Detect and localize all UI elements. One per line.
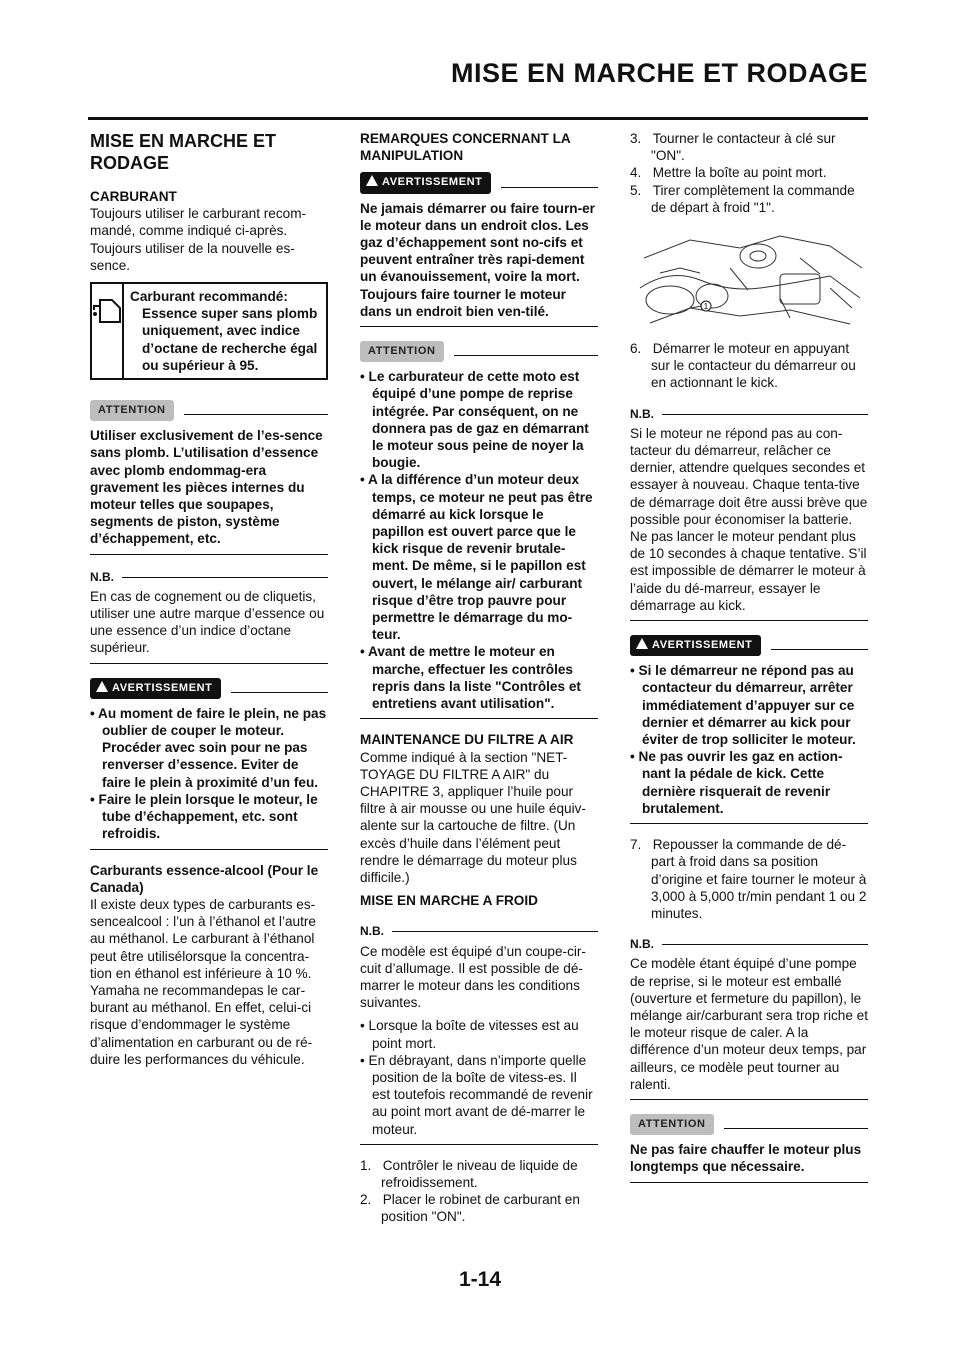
column-1 [90, 130, 328, 1074]
section-title: MISE EN MARCHE ET RODAGE [90, 131, 277, 173]
column-3 [630, 130, 868, 1195]
attention-badge: ATTENTION [90, 400, 174, 421]
column-2 [360, 130, 598, 1232]
page-header-title: MISE EN MARCHE ET RODAGE [450, 58, 868, 88]
attention-badge: ATTENTION [630, 1114, 714, 1135]
list-item: • Lorsque la boîte de vitesses est au point mort. [360, 1018, 579, 1051]
fuel-spec-value: Essence super sans plomb uniquement, avec indice d’octane de recherche égal ou supérieur à 95. [142, 306, 318, 373]
nb-header: N.B. [360, 923, 598, 940]
header-rule [88, 117, 868, 120]
attention-banner [90, 400, 328, 421]
list-item: 7. Repousser la commande de dé-part à froid dans sa position d’origine et faire tourner le moteur à 3,000 à 5,000 tr/min pendant 1 ou 2 minutes. [630, 837, 867, 921]
warning-triangle-icon [96, 681, 108, 692]
attention-banner [630, 1114, 868, 1135]
remarques-heading: REMARQUES CONCERNANT LA MANIPULATION [360, 131, 571, 164]
nb-text-1: En cas de cognement ou de cliquetis, utiliser une autre marque d’essence ou une essence d’un indice d’octane supérieur. [90, 588, 325, 656]
warning-triangle-icon [636, 638, 648, 649]
list-item: 5. Tirer complètement la commande de départ à froid "1". [630, 182, 855, 215]
warning-badge: AVERTISSEMENT [360, 172, 491, 193]
page-number: 1-14 [458, 1268, 502, 1291]
list-item: • Avant de mettre le moteur en marche, effectuer les contrôles repris dans la liste "Contrôles et entretiens avant utilisation". [360, 644, 581, 712]
fuel-spec-box [90, 282, 328, 380]
list-item: • Le carburateur de cette moto est équipé d’une pompe de reprise intégrée. Par conséquent, on ne donnera pas de gaz en démarrant le moteur sous peine de noyer la bougie. [360, 369, 589, 471]
nb-header: N.B. [630, 936, 868, 953]
steps-list-a [360, 1157, 598, 1226]
nb-header: N.B. [90, 569, 328, 586]
warning-list-3 [630, 662, 868, 817]
filtre-text: Comme indiqué à la section "NET-TOYAGE DU FILTRE A AIR" du CHAPITRE 3, appliquer l’huile pour filtre à air mousse ou une huile équiv-alente sur la cartouche de filtre. (Un excès d’huile dans l’élément peut rendre le démarrage du moteur plus difficile.) [360, 749, 586, 885]
warning-banner [90, 678, 328, 699]
carburant-text: Toujours utiliser le carburant recom-mandé, comme indiqué ci-après. Toujours utiliser de la nouvelle es-sence. [90, 206, 307, 273]
warning-triangle-icon [366, 175, 378, 186]
list-item: 1. Contrôler le niveau de liquide de refroidissement. [360, 1157, 578, 1190]
alcool-text: Il existe deux types de carburants es-sencealcool : l’un à l’éthanol et l’autre au méthanol. Le carburant à l’éthanol peut être utilisélorsque la concentra-tion en éthanol est inférieure à 10 %. Yamaha ne recommandepas le car-burant au méthanol. En effet, celui-ci risque d’endommager le système d’alimentation en carburant ou de ré-duire les performances du véhicule. [90, 896, 316, 1067]
alcool-heading: Carburants essence-alcool (Pour le Canada) [90, 862, 319, 895]
list-item: • En débrayant, dans n’importe quelle position de la boîte de vitess-es. Il est toutefois recommandé de revenir au point mort avant de dé-marrer le moteur. [360, 1052, 593, 1137]
list-item: • A la différence d’un moteur deux temps, ce moteur ne peut pas être démarré au kick lorsque le papillon est ouvert parce que le kick risque de revenir brutale-ment. De même, si le papillon est ouvert, le mélange air/ carburant risque d’être trop pauvre pour permettre le démarrage du mo-teur. [360, 472, 593, 643]
carburant-heading: CARBURANT [90, 189, 177, 204]
list-item: • Faire le plein lorsque le moteur, le tube d’échappement, etc. sont refroidis. [90, 791, 318, 842]
fuel-pump-icon [92, 284, 124, 378]
nb-list-2 [360, 1017, 598, 1137]
step-7 [630, 836, 868, 922]
list-item: • Si le démarreur ne répond pas au contacteur du démarreur, arrêter immédiatement d’appuyer sur ce dernier et démarrer au kick pour éviter de trop solliciter le moteur. [630, 663, 856, 748]
nb-text-4: Ce modèle étant équipé d’une pompe de reprise, si le moteur est emballé (ouverture et fermeture du papillon), le mélange air/carburant sera trop riche et le moteur risque de caler. A la différence d’un moteur deux temps, par ailleurs, ce modèle peut tourner au ralenti. [630, 956, 869, 1092]
step-6 [630, 340, 868, 392]
attention-text-3: Ne pas faire chauffer le moteur plus longtemps que nécessaire. [630, 1142, 862, 1175]
warning-badge: AVERTISSEMENT [630, 635, 761, 656]
attention-banner [360, 341, 598, 362]
list-item: 6. Démarrer le moteur en appuyant sur le contacteur du démarreur ou en actionnant le kick. [630, 341, 856, 391]
attention-text-1: Utiliser exclusivement de l’es-sence sans plomb. L’utilisation d’essence avec plomb endommag-era gravement les pièces internes du moteur telles que soupapes, segments de piston, système d’échappement, etc. [90, 428, 323, 547]
attention-badge: ATTENTION [360, 341, 444, 362]
fuel-spec-label: Carburant recommandé: [130, 289, 288, 305]
warning-banner [360, 172, 598, 193]
list-item: 4. Mettre la boîte au point mort. [630, 165, 827, 181]
figure-callout-1: 1 [703, 302, 709, 312]
nb-text-3: Si le moteur ne répond pas au con-tacteur du démarreur, relâcher ce dernier, attendre quelques secondes et essayer à nouveau. Chaque tenta-tive de démarrage doit être aussi brève que possible pour économiser la batterie. Ne pas lancer le moteur pendant plus de 10 secondes à chaque tentative. S’il est impossible de démarrer le moteur à l’aide du dé-marreur, essayer le démarrage au kick. [630, 425, 868, 613]
carburetor-illustration [630, 228, 868, 328]
list-item: • Au moment de faire le plein, ne pas oublier de couper le moteur. Procéder avec soin pour ne pas renverser d’essence. Eviter de faire le plein à proximité d’un feu. [90, 705, 327, 790]
list-item: • Ne pas ouvrir les gaz en action-nant la pédale de kick. Cette dernière risquerait de revenir brutalement. [630, 749, 843, 816]
warning-text-2: Ne jamais démarrer ou faire tourn-er le moteur dans un endroit clos. Les gaz d’échappement sont no-cifs et peuvent entraîner très rapi-dement un évanouissement, voire la mort. Toujours faire tourner le moteur dans un endroit bien ven-tilé. [360, 200, 595, 319]
nb-header: N.B. [630, 406, 868, 423]
warning-list-1 [90, 705, 328, 843]
froid-heading: MISE EN MARCHE A FROID [360, 893, 538, 909]
attention-list-2 [360, 368, 598, 712]
warning-badge: AVERTISSEMENT [90, 678, 221, 699]
list-item: 3. Tourner le contacteur à clé sur "ON". [630, 131, 836, 164]
warning-banner [630, 635, 868, 656]
steps-list-b [630, 130, 868, 216]
list-item: 2. Placer le robinet de carburant en position "ON". [360, 1192, 580, 1225]
filtre-heading: MAINTENANCE DU FILTRE A AIR [360, 732, 574, 748]
nb-text-2: Ce modèle est équipé d’un coupe-cir-cuit d’allumage. Il est possible de dé-marrer le moteur dans les conditions suivantes. [360, 943, 586, 1011]
choke-figure-icon [630, 228, 868, 328]
